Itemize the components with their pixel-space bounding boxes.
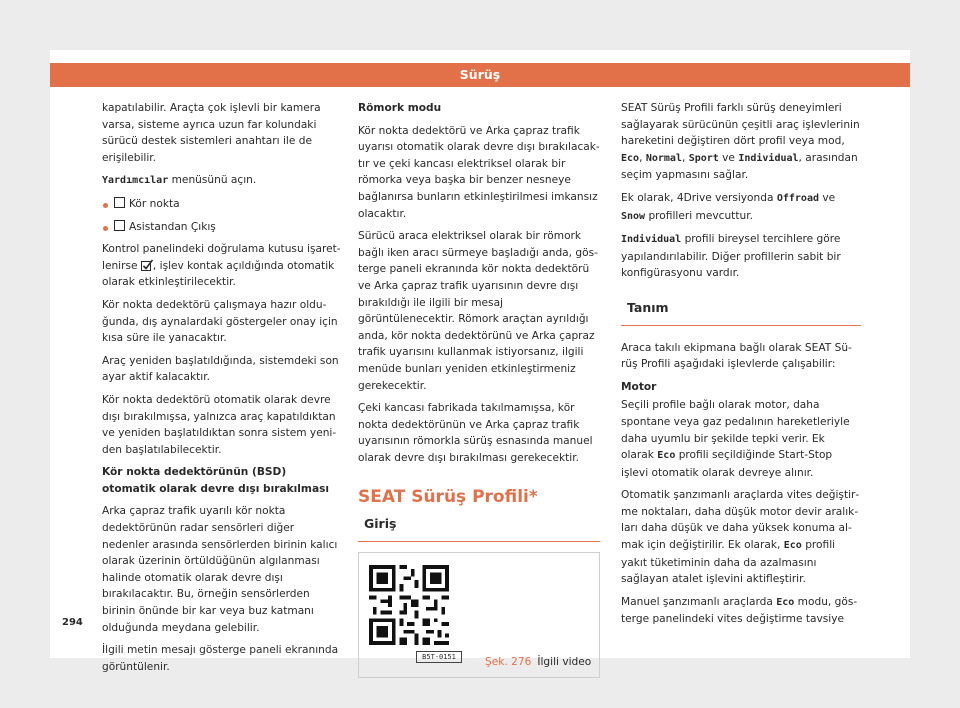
paragraph: Kör nokta dedektörü ve Arka çapraz trafik uyarısı otomatik olarak devre dışı bırakılacaktır ve çeki kancası elektriksel olarak bir römorka veya başka bir benzer nesneye bağlanırsa bunların etkinleştirilmesi imkansız olacaktır. [358, 124, 600, 220]
paragraph: Araca takılı ekipmana bağlı olarak SEAT Sürüş Profili aşağıdaki işlevlerde çalışabilir: [621, 341, 852, 371]
figure [358, 552, 600, 678]
paragraph: İlgili metin mesajı gösterge paneli ekranında görüntülenir. [102, 644, 339, 673]
figure-caption: Şek. 276 İlgili video [485, 656, 592, 669]
section-heading: Motor [621, 380, 657, 393]
paragraph: Manuel şanzımanlı araçlarda Eco modu, gösterge panelindeki vites değiştirme tavsiye [621, 595, 858, 626]
paragraph: Otomatik şanzımanlı araçlarda vites değiştirme noktaları, daha düşük motor devir aralıkları daha düşük ve daha yüksek konuma almak için değiştirilir. Ek olarak, Eco profili yakıt tüketiminin daha da azalmasını sağlayan atalet işlevini aktifleştirir. [621, 489, 860, 586]
bullet-icon [103, 226, 108, 231]
paragraph: Kontrol panelindeki doğrulama kutusu işaretlenirse , işlev kontak açıldığında otomatik olarak etkinleştirilecektir. [102, 243, 341, 289]
paragraph: Sürücü araca elektriksel olarak bir römork bağlı iken aracı sürmeye başladığı anda, gösterge paneli ekranında kör nokta dedektörü ve Arka çapraz trafik uyarısının devre dışı bırakıldığı ile ilgili bir mesaj görüntülenecektir. Römork araçtan ayrıldığı anda, kör nokta dedektörünü ve Arka çapraz trafik uyarısını kullanmak istiyorsanız, ilgili menüde bunları yeniden etkinleştirmeniz gerekecektir. [358, 230, 598, 392]
list-item: Asistandan Çıkış [102, 219, 342, 236]
section-heading: Römork modu [358, 102, 442, 114]
checkbox-icon [114, 220, 125, 231]
qr-code-icon[interactable] [369, 565, 449, 645]
page-number: 294 [62, 617, 83, 628]
subsection-heading: Giriş [358, 516, 600, 542]
paragraph: Seçili profile bağlı olarak motor, daha spontane veya gaz pedalının hareketleriyle daha uyumlu bir şekilde tepki verir. Ek olarak Eco profili seçildiğinde Start-Stop işlevi otomatik olarak devreye alınır. [621, 399, 850, 479]
paragraph: Araç yeniden başlatıldığında, sistemdeki son ayar aktif kalacaktır. [102, 354, 339, 384]
paragraph: Kör nokta dedektörü çalışmaya hazır olduğunda, dış aynalardaki göstergeler onay için kısa süre ile yanacaktır. [102, 298, 338, 345]
column-1 [102, 100, 342, 681]
column-3 [621, 100, 861, 634]
section-heading: Kör nokta dedektörünün (BSD) otomatik olarak devre dışı bırakılması [102, 466, 330, 495]
checked-box-icon [141, 259, 153, 271]
paragraph: kapatılabilir. Araçta çok işlevli bir kamera varsa, sisteme ayrıca uzun far kolundaki sürücü destek sistemleri anahtarı ile de erişilebilir. [102, 102, 321, 164]
page-header: Sürüş [50, 63, 910, 87]
menu-name: Yardımcılar [102, 175, 169, 187]
paragraph: Arka çapraz trafik uyarılı kör nokta dedektörünün radar sensörleri diğer nedenler arasında sensörlerden birinin kalıcı olarak üzerinin örtüldüğünün algılanması halinde otomatik olarak devre dışı bırakılacaktır. Bu, örneğin sensörlerden birinin önünde bir kar veya buz katmanı olduğunda meydana gelebilir. [102, 505, 338, 634]
checkbox-icon [114, 197, 125, 208]
chapter-title: SEAT Sürüş Profili* [358, 487, 538, 508]
paragraph: Individual profili bireysel tercihlere göre yapılandırılabilir. Diğer profillerin sabit bir konfigürasyonu vardır. [621, 233, 841, 280]
list-item: Kör nokta [102, 196, 342, 213]
bullet-icon [103, 203, 108, 208]
paragraph: Çeki kancası fabrikada takılmamışsa, kör nokta dedektörünün ve Arka çapraz trafik uyarısının römorkla sürüş esnasında manuel olarak devre dışı bırakılması gerekecektir. [358, 402, 593, 464]
column-2 [358, 100, 600, 678]
paragraph: Yardımcılar menüsünü açın. [102, 174, 257, 187]
paragraph: Ek olarak, 4Drive versiyonda Offroad ve Snow profilleri mevcuttur. [621, 191, 836, 222]
paragraph: Kör nokta dedektörü otomatik olarak devre dışı bırakılmışsa, yalnızca araç kapatıldıktan ve yeniden başlatıldıktan sonra sistem yeniden başlatılabilecektir. [102, 393, 337, 456]
figure-number: Şek. 276 [485, 656, 532, 669]
figure-code: B5T-0151 [416, 651, 462, 663]
paragraph: SEAT Sürüş Profili farklı sürüş deneyimleri sağlayarak sürücünün çeşitli araç işlevlerinin hareketini değiştiren dört profil veya mod, Eco, Normal, Sport ve Individual, arasından seçim yapmasını sağlar. [621, 102, 860, 182]
subsection-heading: Tanım [621, 300, 861, 326]
